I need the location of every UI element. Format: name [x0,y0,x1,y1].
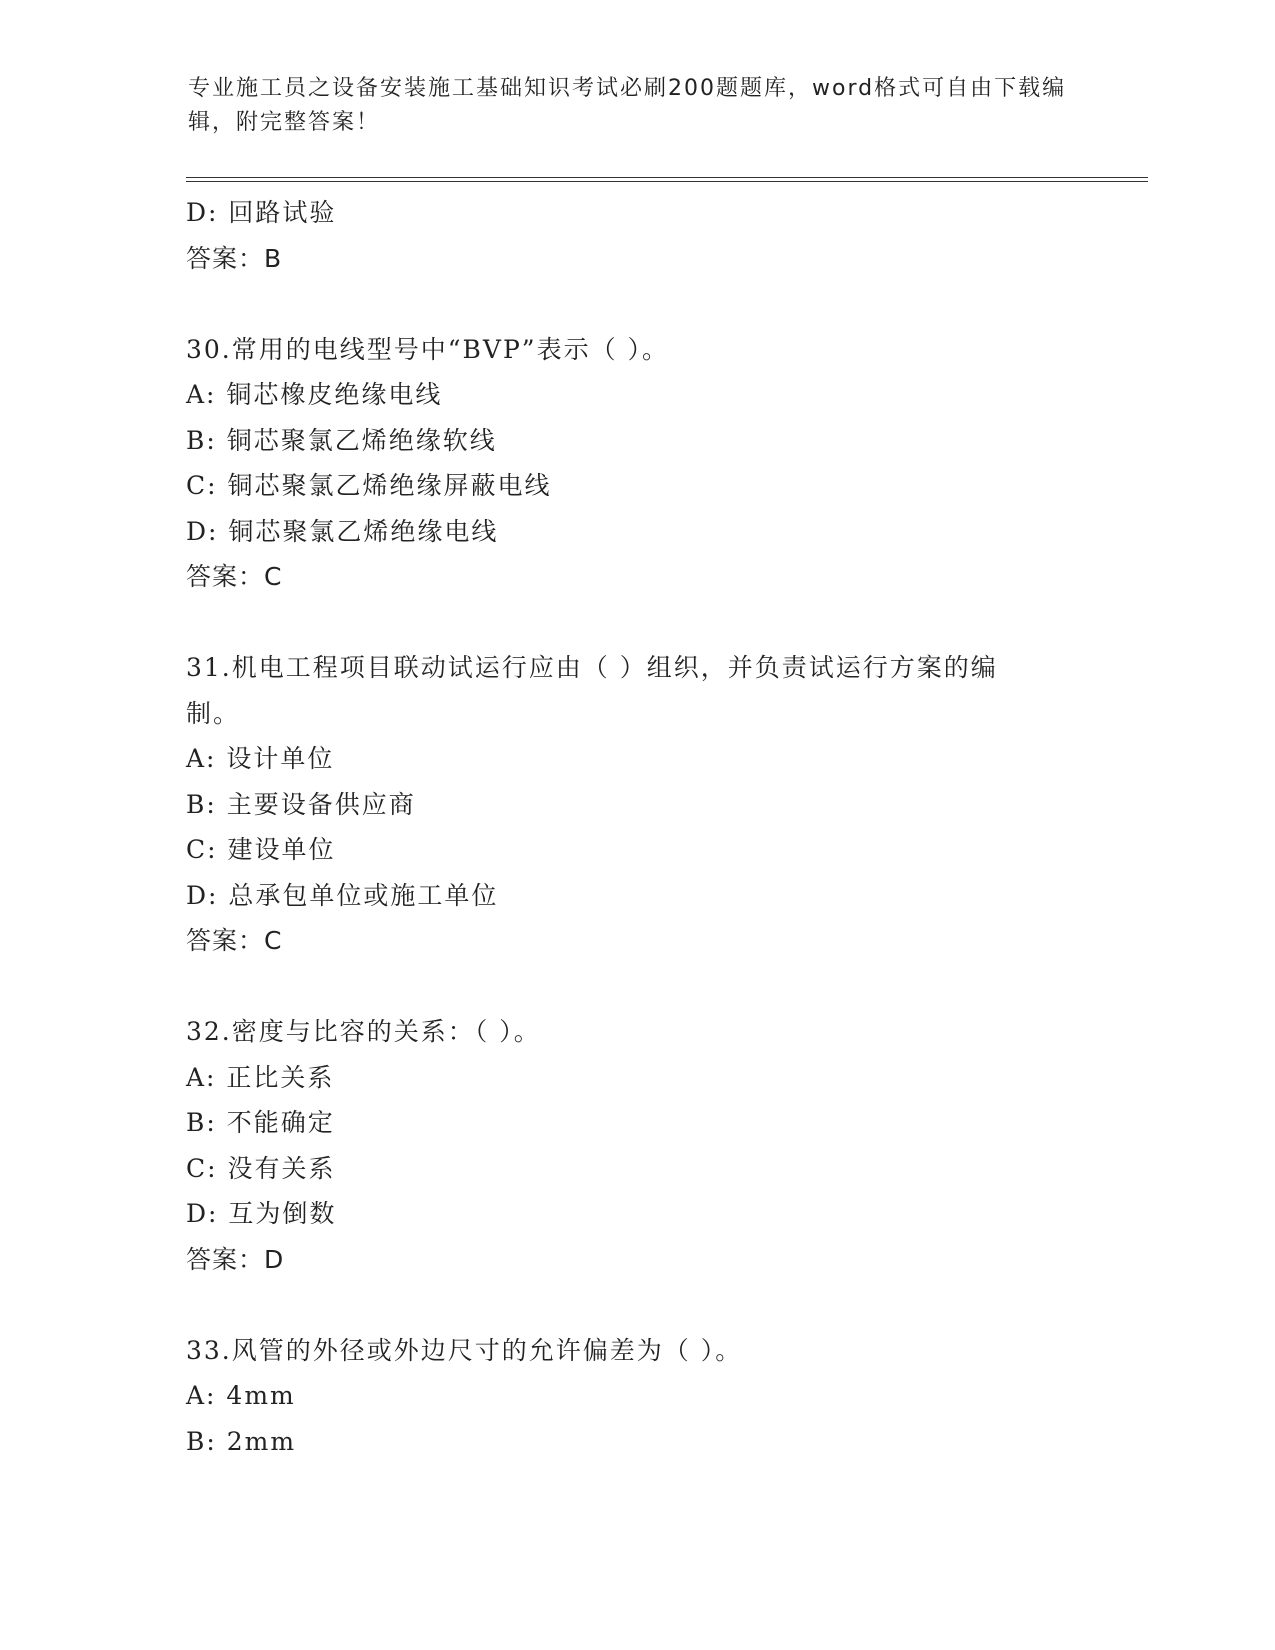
answer-line: 答案：C [186,562,283,591]
option-d: D: 总承包单位或施工单位 [186,880,499,910]
option-c: C: 建设单位 [186,835,336,864]
option-a: A: 正比关系 [186,1062,335,1092]
option-c: C: 没有关系 [186,1153,336,1183]
question-33 [186,1328,1106,1465]
question-stem: 33.风管的外径或外边尺寸的允许偏差为（ ）。 [186,1335,743,1365]
option-d: D: 铜芯聚氯乙烯绝缘电线 [186,516,499,546]
option-b: B: 不能确定 [186,1108,335,1137]
option-c: C: 铜芯聚氯乙烯绝缘屏蔽电线 [186,471,552,500]
document-header: 专业施工员之设备安装施工基础知识考试必刷200题题库，word格式可自由下载编辑，附完整答案！ [188,76,1067,135]
question-32 [186,1009,1106,1282]
option-d: D: 互为倒数 [186,1199,337,1228]
question-30 [186,327,1106,600]
option-a: A: 设计单位 [186,744,335,773]
question-stem: 30.常用的电线型号中“BVP”表示（ ）。 [186,334,670,364]
option-b: B: 2mm [186,1426,297,1456]
option-a: A: 铜芯橡皮绝缘电线 [186,380,443,409]
option-b: B: 主要设备供应商 [186,789,416,819]
answer-line: 答案：D [186,1244,285,1274]
question-stem: 32.密度与比容的关系：（ ）。 [186,1017,541,1046]
header-divider-bottom [186,181,1148,182]
question-list [186,190,1106,1464]
option-b: B: 铜芯聚氯乙烯绝缘软线 [186,425,497,455]
header-divider-top [186,177,1148,178]
question-stem-continued: 制。 [186,698,241,728]
answer-line: 答案：C [186,926,283,955]
question-stem: 31.机电工程项目联动试运行应由（ ）组织，并负责试运行方案的编 [186,653,998,682]
question-31 [186,645,1106,964]
answer-line: 答案：B [186,243,283,273]
option-d: D: 回路试验 [186,198,337,227]
option-a: A: 4mm [186,1381,296,1410]
